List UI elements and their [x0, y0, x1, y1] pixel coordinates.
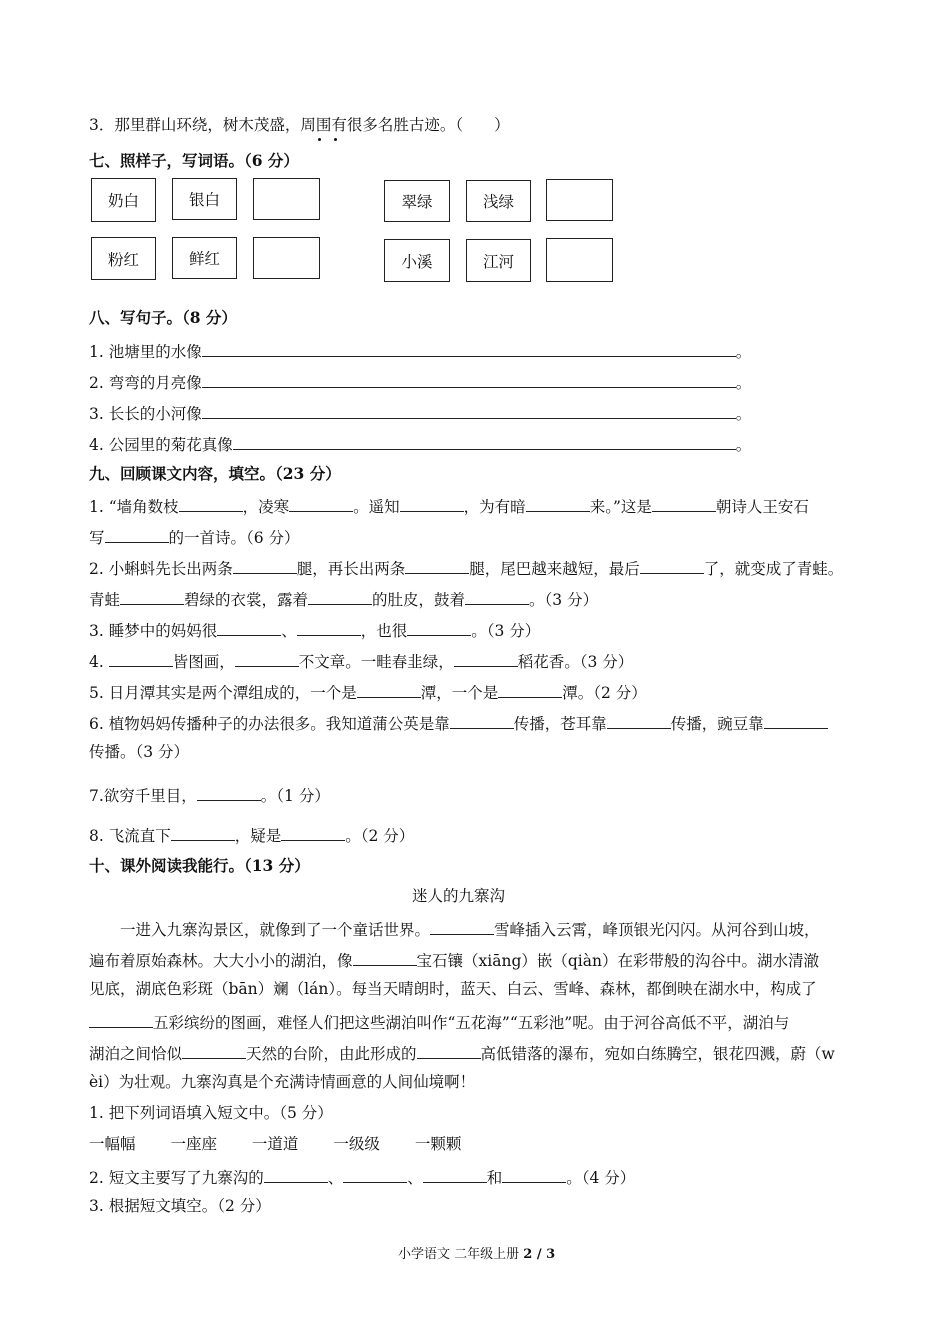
word-box: 奶白: [91, 178, 156, 222]
fill-item: 4. 皆图画， 不文章。一畦春韭绿， 稻花香。（3 分）: [89, 653, 634, 671]
answer-box[interactable]: [546, 179, 613, 221]
answer-blank[interactable]: [233, 435, 736, 450]
answer-blank[interactable]: [235, 652, 299, 667]
section-title: 十、课外阅读我能行。（13 分）: [89, 856, 310, 875]
answer-blank[interactable]: [430, 920, 494, 935]
word-box: 鲜红: [172, 237, 237, 279]
answer-blank[interactable]: [217, 621, 281, 636]
answer-blank[interactable]: [171, 826, 235, 841]
passage-line: 湖泊之间恰似 天然的台阶，由此形成的 高低错落的瀑布，宛如白练腾空，银花四溅，蔚（w: [89, 1045, 835, 1063]
word-option: 一级级: [333, 1135, 380, 1153]
answer-blank[interactable]: [454, 652, 518, 667]
fill-item: 青蛙 碧绿的衣裳，露着 的肚皮，鼓着 。（3 分）: [89, 591, 599, 609]
answer-blank[interactable]: [652, 497, 716, 512]
answer-blank[interactable]: [233, 559, 297, 574]
section-title: 九、回顾课文内容，填空。（23 分）: [89, 464, 341, 483]
answer-box[interactable]: [253, 178, 320, 220]
word-box: 粉红: [91, 237, 156, 280]
sentence-item: 1. 池塘里的水像 。: [89, 343, 752, 361]
page-number: 2 / 3: [523, 1247, 556, 1262]
answer-box[interactable]: [253, 237, 320, 279]
fill-item: 2. 小蝌蚪先长出两条 腿，再长出两条 腿，尾巴越来越短，最后 了，就变成了青蛙。: [89, 560, 844, 578]
answer-blank[interactable]: [343, 1168, 407, 1183]
answer-blank[interactable]: [308, 590, 372, 605]
word-box: 浅绿: [466, 180, 531, 222]
passage-line: èi）为壮观。九寨沟真是个充满诗情画意的人间仙境啊！: [89, 1073, 476, 1091]
passage-line: 一进入九寨沟景区，就像到了一个童话世界。 雪峰插入云霄，峰顶银光闪闪。从河谷到山坡，: [120, 921, 820, 939]
answer-blank[interactable]: [498, 683, 562, 698]
passage-line: 见底，湖底色彩斑（bān）斓（lán）。每当天晴朗时，蓝天、白云、雪峰、森林，都倒映在湖水中，构成了: [89, 980, 817, 998]
word-option: 一道道: [251, 1135, 299, 1153]
question-item: 3. 根据短文填空。（2 分）: [89, 1197, 271, 1215]
fill-item: 1. “墙角数枝 ，凌寒 。遥知 ，为有暗 来。”这是 朝诗人王安石: [89, 498, 809, 516]
answer-blank[interactable]: [407, 621, 471, 636]
word-option: 一幅幅: [89, 1135, 136, 1153]
word-box: 江河: [466, 239, 531, 282]
sentence-item: 3. 长长的小河像 。: [89, 405, 752, 423]
answer-blank[interactable]: [197, 786, 261, 801]
answer-blank[interactable]: [109, 652, 173, 667]
answer-blank[interactable]: [202, 373, 736, 388]
answer-blank[interactable]: [202, 404, 736, 419]
answer-blank[interactable]: [297, 621, 361, 636]
answer-blank[interactable]: [607, 714, 671, 729]
sentence-item: 2. 弯弯的月亮像 。: [89, 374, 752, 392]
passage-line: 五彩缤纷的图画，难怪人们把这些湖泊叫作“五花海”“五彩池”呢。由于河谷高低不平，湖泊与: [89, 1013, 789, 1032]
page-footer: [398, 1248, 555, 1261]
answer-blank[interactable]: [89, 1013, 153, 1028]
word-box: 银白: [172, 178, 237, 220]
fill-item: 写 的一首诗。（6 分）: [89, 529, 300, 547]
question-item: 1. 把下列词语填入短文中。（5 分）: [89, 1104, 333, 1122]
answer-blank[interactable]: [182, 1044, 246, 1059]
answer-blank[interactable]: [526, 497, 590, 512]
answer-blank[interactable]: [400, 497, 464, 512]
emphasis-dot: [334, 138, 337, 141]
answer-blank[interactable]: [105, 528, 169, 543]
fill-item: 7.欲穷千里目， 。（1 分）: [89, 787, 330, 805]
sentence-item: 4. 公园里的菊花真像 。: [89, 436, 752, 454]
answer-blank[interactable]: [405, 559, 469, 574]
answer-box[interactable]: [546, 238, 613, 282]
answer-blank[interactable]: [764, 714, 828, 729]
answer-blank[interactable]: [357, 683, 421, 698]
word-box: 小溪: [384, 239, 450, 282]
answer-blank[interactable]: [179, 497, 243, 512]
answer-blank[interactable]: [423, 1168, 487, 1183]
answer-blank[interactable]: [120, 590, 184, 605]
answer-blank[interactable]: [640, 559, 704, 574]
word-box: 翠绿: [384, 180, 450, 222]
answer-blank[interactable]: [450, 714, 514, 729]
section-title: 七、照样子，写词语。（6 分）: [89, 151, 299, 170]
fill-item: 5. 日月潭其实是两个潭组成的，一个是 潭，一个是 潭。（2 分）: [89, 684, 647, 702]
answer-blank[interactable]: [417, 1044, 481, 1059]
answer-blank[interactable]: [281, 826, 345, 841]
section-title: 八、写句子。（8 分）: [89, 308, 237, 327]
answer-blank[interactable]: [289, 497, 353, 512]
word-bank: [89, 1137, 461, 1153]
answer-blank[interactable]: [353, 951, 417, 966]
answer-blank[interactable]: [264, 1168, 328, 1183]
fill-item: 3. 睡梦中的妈妈很 、 ，也很 。（3 分）: [89, 622, 541, 640]
passage-title: 迷人的九寨沟: [412, 887, 506, 905]
fill-item: 6. 植物妈妈传播种子的办法很多。我知道蒲公英是靠 传播，苍耳靠 传播，豌豆靠: [89, 714, 828, 733]
emphasis-dot: [318, 138, 321, 141]
answer-blank[interactable]: [502, 1168, 566, 1183]
word-option: 一座座: [170, 1135, 217, 1153]
question-item: 3．那里群山环绕，树木茂盛，周围有很多名胜古迹。（ ）: [89, 116, 510, 134]
answer-blank[interactable]: [465, 590, 529, 605]
fill-item: 2. 短文主要写了九寨沟的 、 、 和 。（4 分）: [89, 1169, 636, 1187]
fill-item: 8. 飞流直下 ，疑是 。（2 分）: [89, 827, 415, 845]
word-option: 一颗颗: [414, 1135, 462, 1153]
footer-text: 小学语文 二年级上册: [398, 1247, 524, 1262]
fill-item: 传播。（3 分）: [89, 743, 190, 761]
passage-line: 遍布着原始森林。大大小小的湖泊，像 宝石镶（xiāng）嵌（qiàn）在彩带般的沟谷中。湖水清澈: [89, 952, 819, 970]
answer-blank[interactable]: [202, 342, 736, 357]
